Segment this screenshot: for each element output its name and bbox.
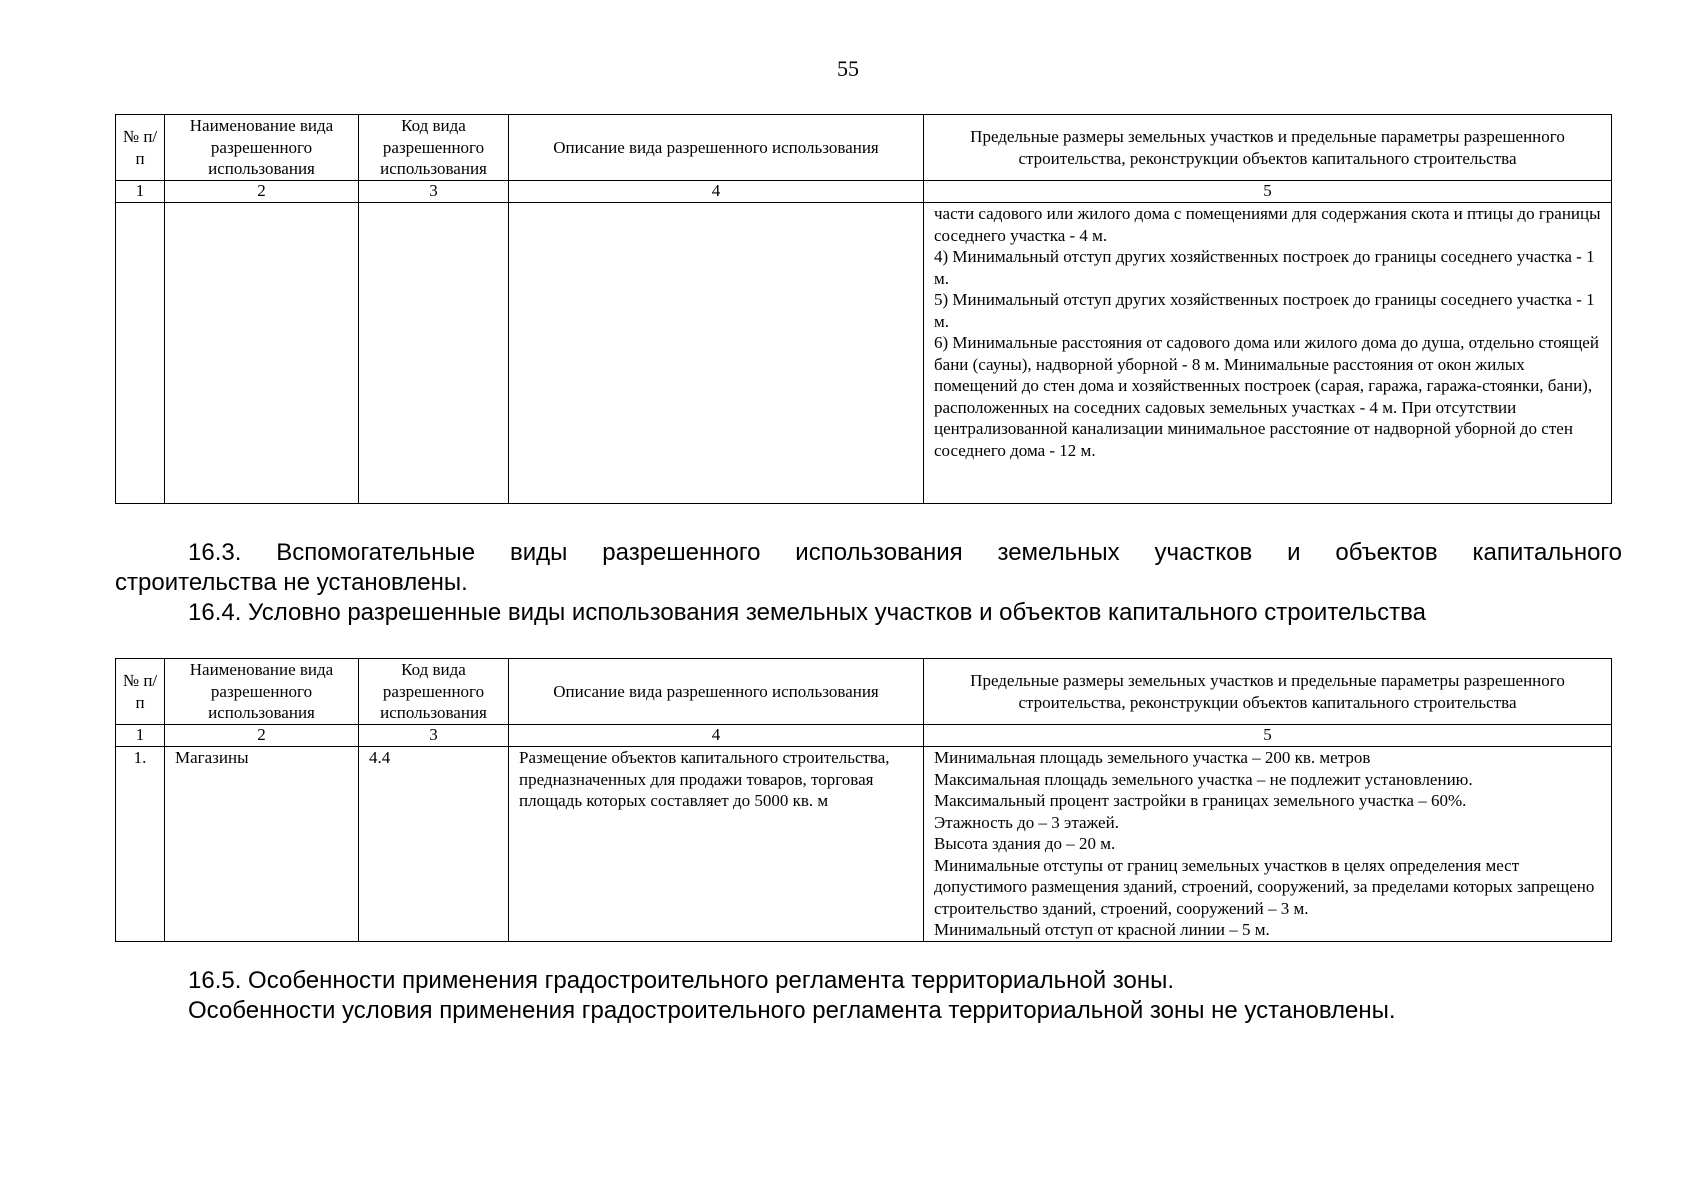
column-number: 5 xyxy=(924,181,1612,203)
header-use-code: Код вида разрешенного использования xyxy=(359,659,509,725)
section-16-5-heading: 16.5. Особенности применения градостроительного регламента территориальной зоны. xyxy=(188,967,1175,994)
header-use-code: Код вида разрешенного использования xyxy=(359,115,509,181)
column-number: 1 xyxy=(116,725,165,747)
column-number: 3 xyxy=(359,181,509,203)
header-number: № п/п xyxy=(116,115,165,181)
section-16-4: 16.4. Условно разрешенные виды использования земельных участков и объектов капитального строительства xyxy=(188,599,1426,626)
column-number: 4 xyxy=(509,725,924,747)
column-number: 3 xyxy=(359,725,509,747)
header-limit-parameters: Предельные размеры земельных участков и предельные параметры разрешенного строительства, реконструкции объектов капитального строительства xyxy=(924,115,1612,181)
limit-parameters-cell: части садового или жилого дома с помещениями для содержания скота и птицы до границы соседнего участка - 4 м. 4) Минимальный отступ других хозяйственных построек до границы соседнего участка - 1 м. 5) Минимальный отступ других хозяйственных построек до границы соседнего участка - 1 м. 6) Минимальные расстояния от садового дома или жилого дома до душа, отдельно стоящей бани (сауны), надворной уборной - 8 м. Минимальные расстояния от окон жилых помещений до стен дома и хозяйственных построек (сарая, гаража, гаража-стоянки, бани), расположенных на соседних садовых земельных участках - 4 м. При отсутствии централизованной канализации минимальное расстояние от надворной уборной до стен соседнего дома - 12 м. xyxy=(924,203,1612,504)
page-number: 55 xyxy=(837,56,859,81)
regulation-table-continuation xyxy=(115,114,1612,504)
use-name-cell xyxy=(165,203,359,504)
column-number: 2 xyxy=(165,725,359,747)
column-number-row xyxy=(116,725,1612,747)
conditional-uses-table xyxy=(115,658,1612,942)
header-use-description: Описание вида разрешенного использования xyxy=(509,659,924,725)
table-row xyxy=(116,203,1612,504)
header-use-name: Наименование вида разрешенного использования xyxy=(165,115,359,181)
column-number: 1 xyxy=(116,181,165,203)
header-limit-parameters: Предельные размеры земельных участков и предельные параметры разрешенного строительства, реконструкции объектов капитального строительства xyxy=(924,659,1612,725)
use-description-cell: Размещение объектов капитального строительства, предназначенных для продажи товаров, торговая площадь которых составляет до 5000 кв. м xyxy=(509,747,924,942)
row-number-cell xyxy=(116,203,165,504)
header-use-name: Наименование вида разрешенного использования xyxy=(165,659,359,725)
use-description-cell xyxy=(509,203,924,504)
section-16-3: строительства не установлены. xyxy=(115,569,468,596)
column-number: 4 xyxy=(509,181,924,203)
use-name-cell: Магазины xyxy=(165,747,359,942)
row-number-cell: 1. xyxy=(116,747,165,942)
limit-parameters-cell: Минимальная площадь земельного участка – 200 кв. метров Максимальная площадь земельного участка – не подлежит установлению. Максимальный процент застройки в границах земельного участка – 60%. Этажность до – 3 этажей. Высота здания до – 20 м. Минимальные отступы от границ земельных участков в целях определения мест допустимого размещения зданий, строений, сооружений, за пределами которых запрещено строительство зданий, строений, сооружений – 3 м. Минимальный отступ от красной линии – 5 м. xyxy=(924,747,1612,942)
section-16-3-line1: 16.3. Вспомогательные виды разрешенного использования земельных участков и объектов капитального xyxy=(188,539,1622,566)
header-number: № п/п xyxy=(116,659,165,725)
section-16-5-text: Особенности условия применения градостроительного регламента территориальной зоны не установлены. xyxy=(188,997,1396,1024)
column-number-row xyxy=(116,181,1612,203)
table-header-row xyxy=(116,115,1612,181)
table-row xyxy=(116,747,1612,942)
use-code-cell xyxy=(359,203,509,504)
column-number: 2 xyxy=(165,181,359,203)
column-number: 5 xyxy=(924,725,1612,747)
use-code-cell: 4.4 xyxy=(359,747,509,942)
table-header-row xyxy=(116,659,1612,725)
header-use-description: Описание вида разрешенного использования xyxy=(509,115,924,181)
